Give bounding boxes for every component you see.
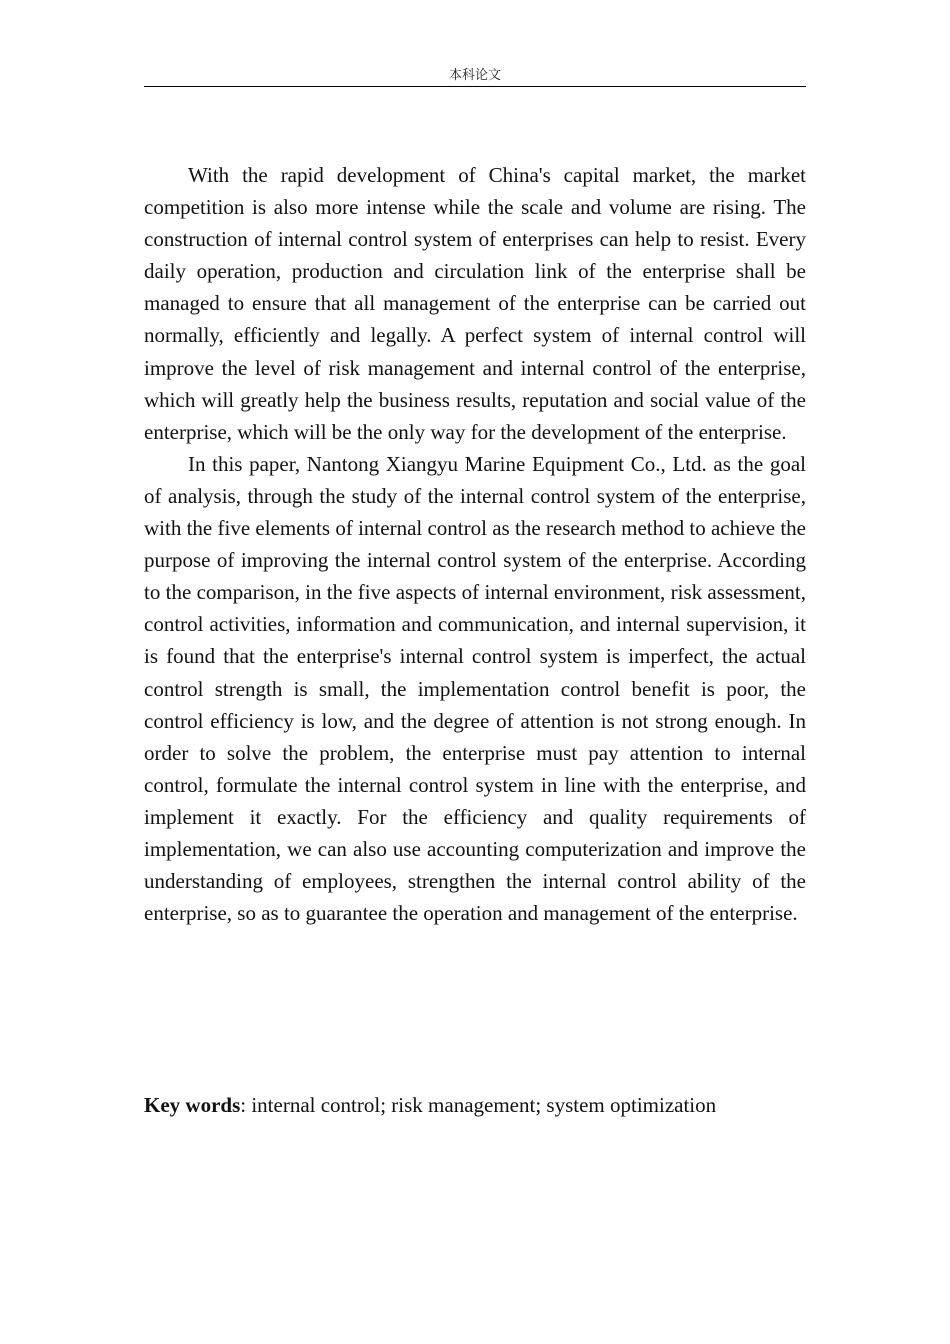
keywords-label: Key words [144,1093,241,1117]
page-header [144,66,806,87]
abstract-paragraph-2: In this paper, Nantong Xiangyu Marine Equipment Co., Ltd. as the goal of analysis, through the study of the internal control system of the enterprise, with the five elements of internal control as the research method to achieve the purpose of improving the internal control system of the enterprise. According to the comparison, in the five aspects of internal environment, risk assessment, control activities, information and communication, and internal supervision, it is found that the enterprise's internal control system is imperfect, the actual control strength is small, the implementation control benefit is poor, the control efficiency is low, and the degree of attention is not strong enough. In order to solve the problem, the enterprise must pay attention to internal control, formulate the internal control system in line with the enterprise, and implement it exactly. For the efficiency and quality requirements of implementation, we can also use accounting computerization and improve the understanding of employees, strengthen the internal control ability of the enterprise, so as to guarantee the operation and management of the enterprise. [144,451,806,926]
abstract-paragraph-1: With the rapid development of China's capital market, the market competition is also more intense while the scale and volume are rising. The construction of internal control system of enterprises can help to resist. Every daily operation, production and circulation link of the enterprise shall be managed to ensure that all management of the enterprise can be carried out normally, efficiently and legally. A perfect system of internal control will improve the level of risk management and internal control of the enterprise, which will greatly help the business results, reputation and social value of the enterprise, which will be the only way for the development of the enterprise. [144,163,806,444]
keywords-line [144,1089,806,1121]
keywords-text: : internal control; risk management; system optimization [240,1093,717,1117]
header-title: 本科论文 [448,68,501,83]
abstract-body [144,159,806,929]
